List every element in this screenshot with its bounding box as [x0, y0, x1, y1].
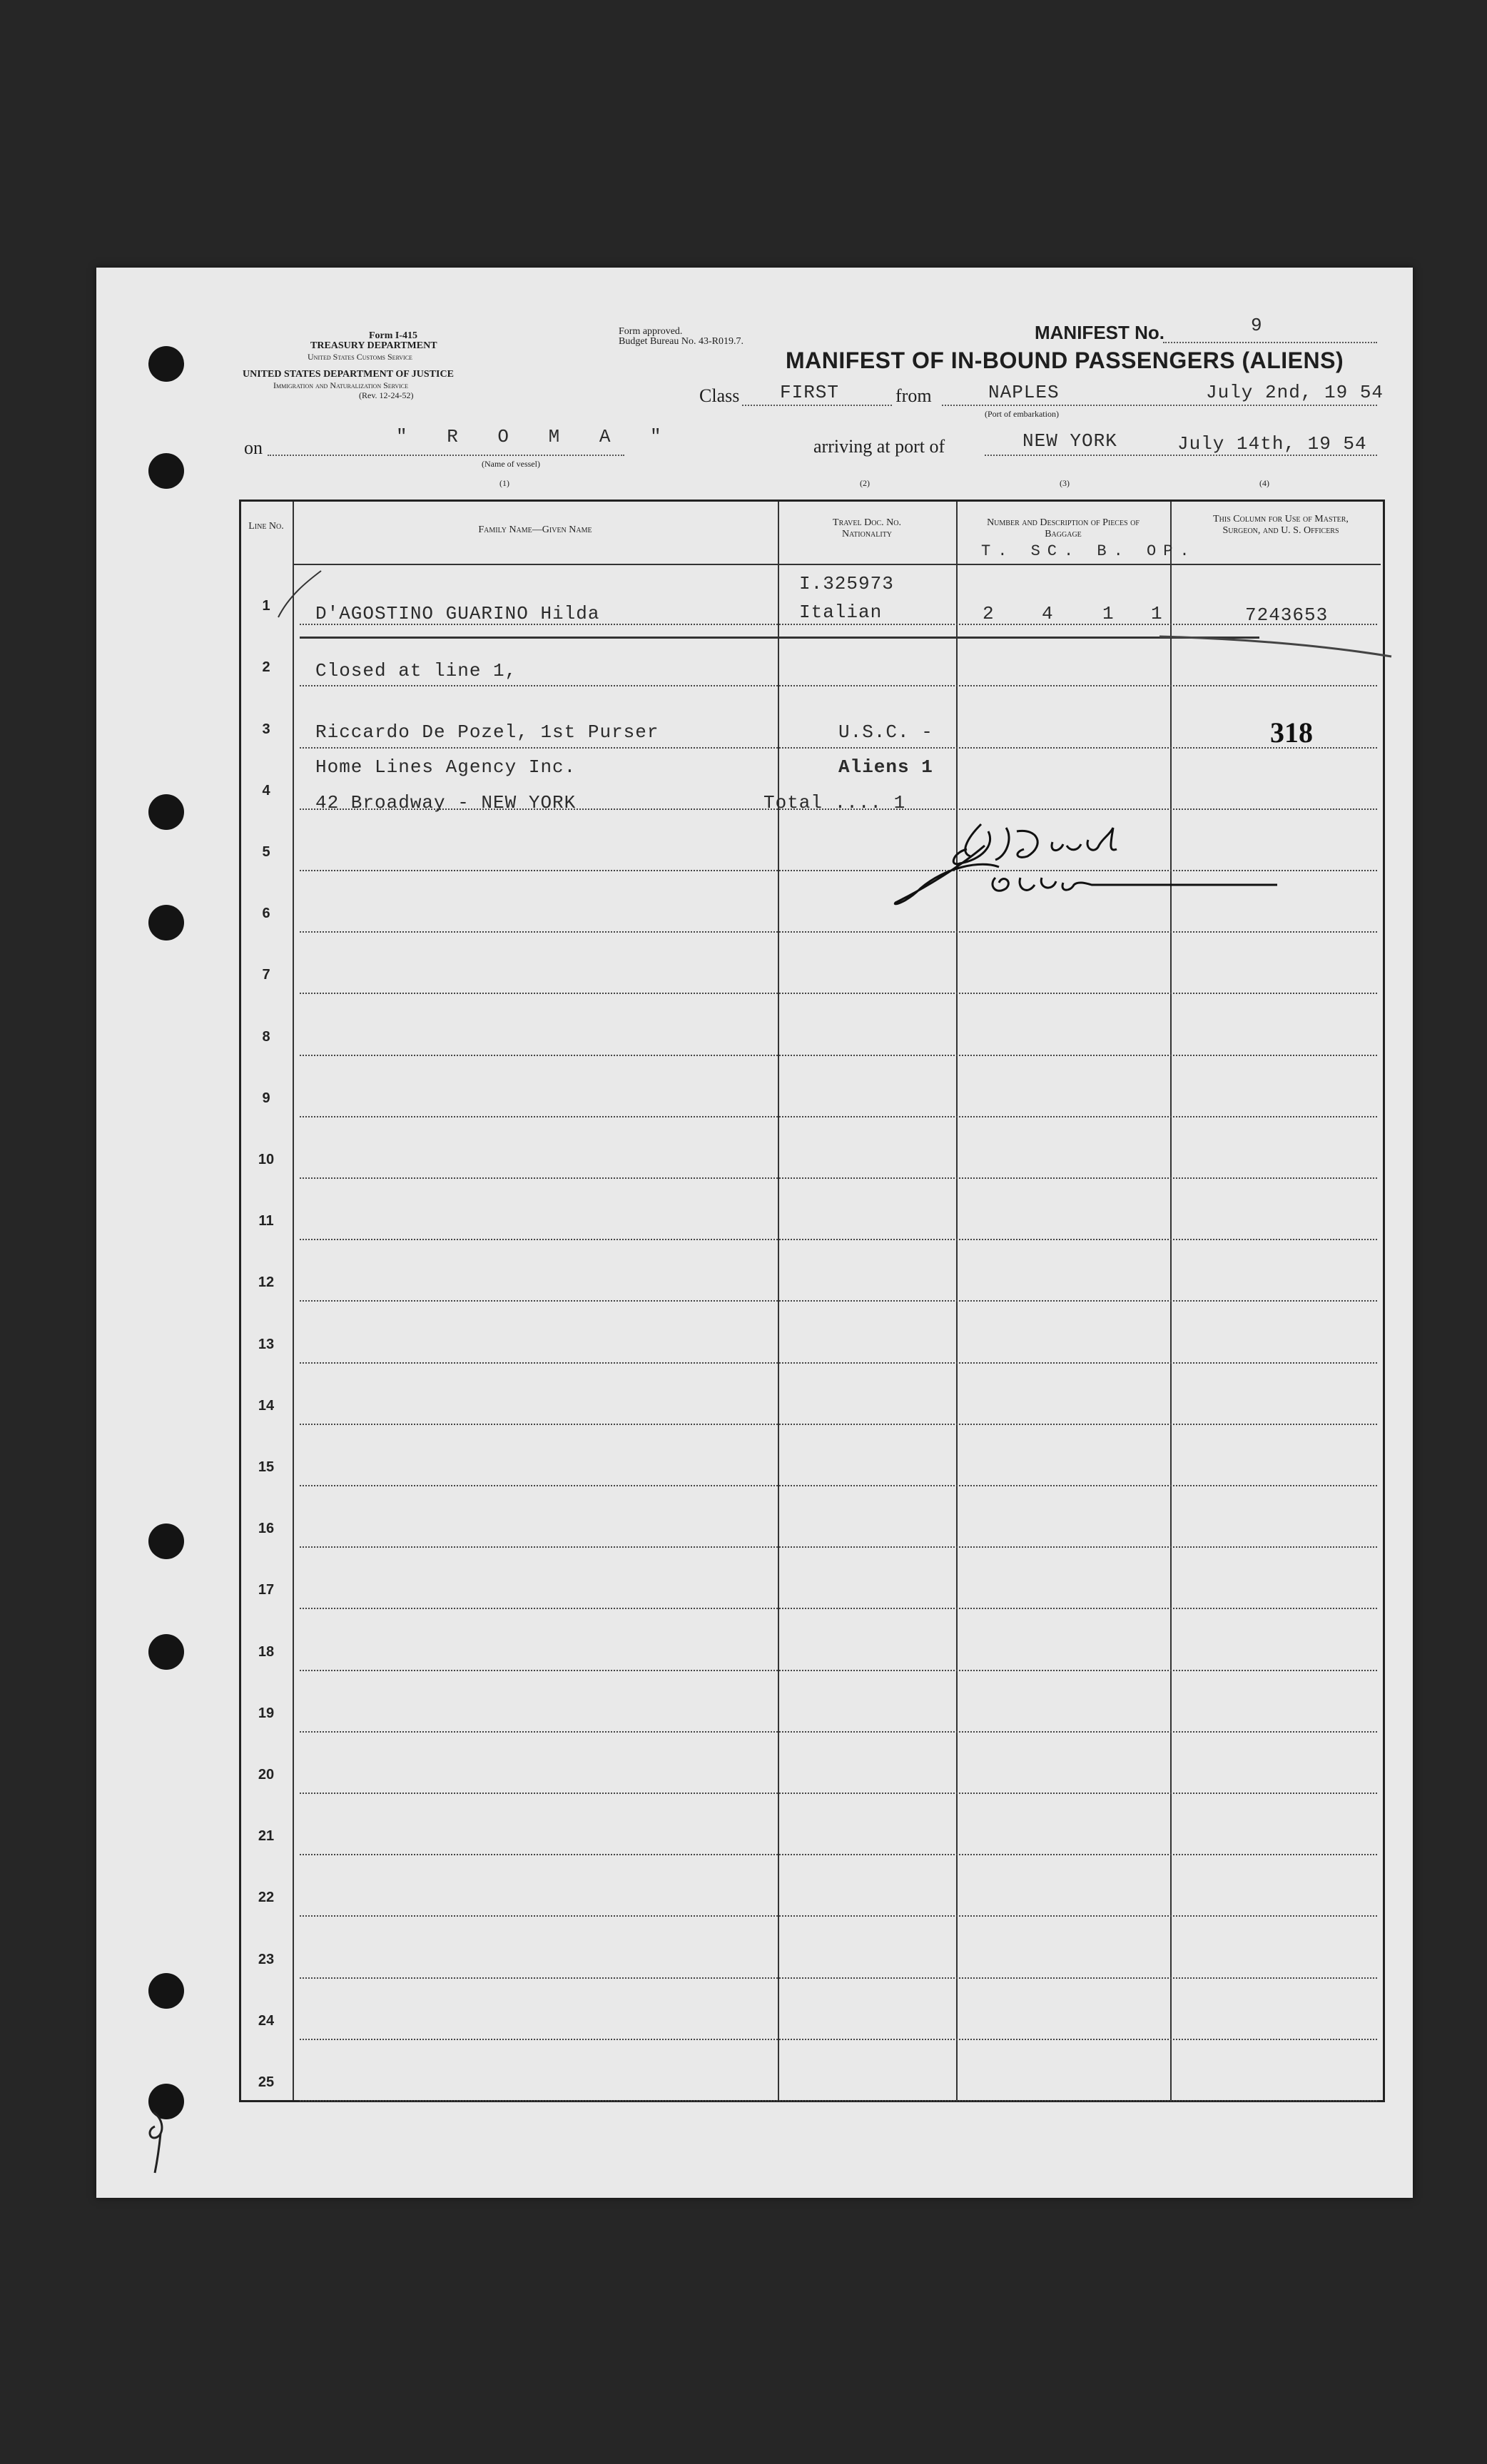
row-rule	[300, 1670, 1377, 1671]
row-rule	[300, 1485, 1377, 1486]
header-line-no: Line No.	[248, 521, 284, 532]
line-number: 4	[262, 782, 270, 798]
strike-line	[1152, 624, 1395, 660]
row-rule	[300, 1854, 1377, 1855]
line-number: 9	[262, 1090, 270, 1106]
row-rule	[300, 1793, 1377, 1794]
arrival-date: July 14th, 19 54	[1177, 433, 1367, 455]
class-label: Class	[699, 385, 740, 406]
line-number: 20	[258, 1767, 275, 1783]
on-label: on	[244, 437, 263, 458]
row-rule	[300, 1116, 1377, 1117]
line-number: 3	[262, 721, 270, 737]
embarkation-port: NAPLES	[988, 382, 1060, 403]
line-number: 5	[262, 844, 270, 860]
row-rule	[300, 2100, 1377, 2102]
line-number: 19	[258, 1705, 275, 1721]
line-number: 21	[258, 1828, 275, 1845]
line-number: 13	[258, 1336, 275, 1352]
row-rule	[300, 1055, 1377, 1056]
line-number: 16	[258, 1521, 275, 1537]
vessel-caption: (Name of vessel)	[482, 459, 540, 469]
row-rule	[300, 1177, 1377, 1179]
line-number: 18	[258, 1643, 275, 1660]
manifest-page	[96, 268, 1413, 2198]
row-rule	[300, 1424, 1377, 1425]
row-rule	[300, 1608, 1377, 1609]
punch-hole	[148, 453, 184, 489]
entry-r1-nationality: Italian	[799, 602, 883, 623]
row-rule	[300, 1362, 1377, 1364]
punch-hole	[148, 1523, 184, 1559]
row-rule	[300, 1239, 1377, 1240]
entry-total: Total .... 1	[763, 792, 906, 813]
entry-r1-doc: I.325973	[799, 573, 894, 594]
punch-hole	[148, 794, 184, 830]
entry-closed: Closed at line 1,	[315, 660, 517, 681]
entry-purser: Riccardo De Pozel, 1st Purser	[315, 721, 659, 743]
row-rule	[300, 1731, 1377, 1733]
header-travel-doc: Travel Doc. No. Nationality	[833, 517, 901, 539]
vessel-name: " R O M A "	[396, 426, 676, 447]
entry-aliens-count: Aliens 1	[838, 756, 933, 778]
row-rule	[300, 747, 1377, 749]
header-officers: This Column for Use of Master, Surgeon, and U. S. Officers	[1213, 514, 1349, 536]
embarkation-caption: (Port of embarkation)	[985, 409, 1059, 419]
form-number: Form I-415	[369, 330, 418, 341]
line-number: 6	[262, 906, 270, 922]
class-value: FIRST	[780, 382, 840, 403]
line-number: 25	[258, 2074, 275, 2090]
line-number: 12	[258, 1274, 275, 1291]
row-rule	[300, 1546, 1377, 1548]
row-rule	[300, 993, 1377, 994]
line-number: 8	[262, 1028, 270, 1045]
from-label: from	[895, 385, 932, 406]
entry-r1-bag-b: 1	[1102, 603, 1115, 624]
row-rule	[300, 1915, 1377, 1917]
line-number: 23	[258, 1951, 275, 1967]
form-rev: (Rev. 12-24-52)	[359, 390, 414, 400]
punch-hole	[148, 1634, 184, 1670]
entry-r1-bag-op: 1	[1151, 603, 1163, 624]
line-number: 14	[258, 1397, 275, 1414]
form-dept: TREASURY DEPARTMENT	[310, 340, 437, 351]
line-number: 22	[258, 1890, 275, 1906]
entry-usc: U.S.C. -	[838, 721, 933, 743]
line-number: 24	[258, 2012, 275, 2029]
line-number: 7	[262, 967, 270, 983]
line-number: 11	[258, 1213, 274, 1230]
manifest-title: MANIFEST OF IN-BOUND PASSENGERS (ALIENS)	[786, 348, 1344, 373]
form-service: United States Customs Service	[308, 352, 412, 362]
row-rule	[300, 931, 1377, 933]
line-number: 1	[262, 598, 270, 614]
col-num-3: (3)	[1060, 478, 1070, 488]
line-number: 17	[258, 1582, 275, 1598]
margin-mark	[139, 2105, 182, 2176]
entry-agency: Home Lines Agency Inc.	[315, 756, 577, 778]
entry-r1-name: D'AGOSTINO GUARINO Hilda	[315, 603, 600, 624]
row-rule	[300, 1300, 1377, 1302]
punch-hole	[148, 346, 184, 382]
header-baggage-sub: T. SC. B. OP.	[981, 542, 1197, 560]
arrival-port: NEW YORK	[1022, 430, 1117, 452]
row-rule	[300, 1977, 1377, 1979]
form-ins: Immigration and Naturalization Service	[273, 380, 409, 390]
col-num-4: (4)	[1259, 478, 1269, 488]
form-budget: Budget Bureau No. 43-R019.7.	[619, 336, 744, 347]
arriving-label: arriving at port of	[813, 436, 945, 457]
row-rule	[300, 685, 1377, 686]
col-num-1: (1)	[499, 478, 509, 488]
line-number: 2	[262, 659, 270, 676]
form-justice: UNITED STATES DEPARTMENT OF JUSTICE	[243, 369, 454, 380]
embarkation-date: July 2nd, 19 54	[1206, 382, 1384, 403]
entry-r1-officers: 7243653	[1245, 604, 1329, 626]
line-number: 10	[258, 1152, 275, 1167]
row-rule	[300, 2039, 1377, 2040]
punch-hole	[148, 1973, 184, 2009]
punch-hole	[148, 905, 184, 941]
manifest-label: MANIFEST No.	[1035, 322, 1164, 343]
form-approved: Form approved.	[619, 326, 683, 337]
col-num-2: (2)	[860, 478, 870, 488]
header-baggage: Number and Description of Pieces of Baggage	[987, 517, 1140, 539]
officer-signature	[881, 817, 1281, 910]
entry-r1-bag-t: 2	[983, 603, 995, 624]
entry-r1-bag-sc: 4	[1042, 603, 1054, 624]
line-number: 15	[258, 1459, 275, 1475]
check-mark	[271, 567, 328, 624]
manifest-number: 9	[1251, 315, 1263, 336]
stamp-number: 318	[1270, 716, 1313, 749]
header-name: Family Name—Given Name	[478, 524, 592, 535]
entry-address: 42 Broadway - NEW YORK	[315, 792, 577, 813]
